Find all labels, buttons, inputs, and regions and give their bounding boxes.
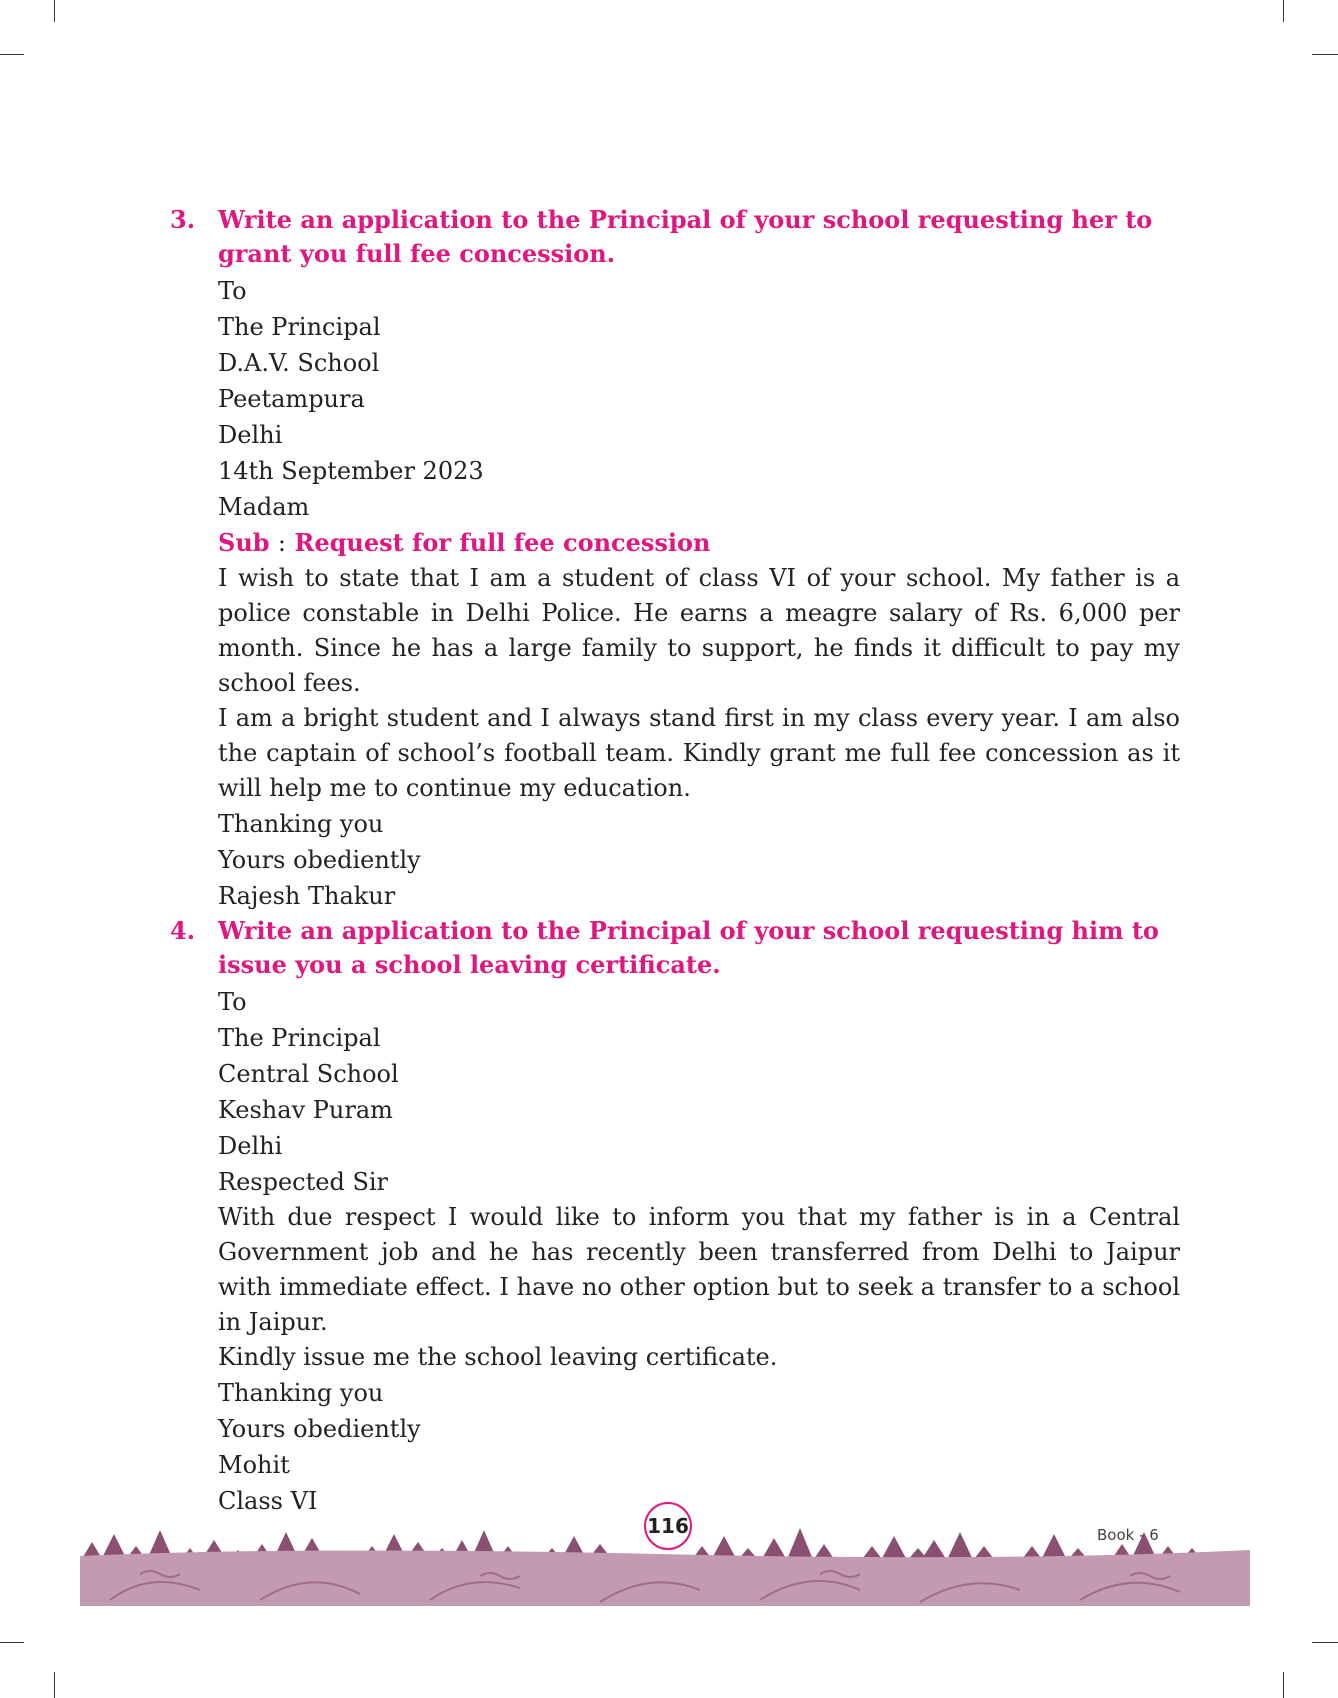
closing-line: Yours obediently [218, 846, 421, 874]
crop-mark [1283, 1672, 1284, 1698]
address-line: The Principal [218, 1024, 381, 1052]
body-paragraph: Kindly issue me the school leaving certificate. [218, 1343, 778, 1371]
question-number: 3. [170, 205, 196, 234]
address-line: To [218, 277, 247, 305]
footer-band [80, 1550, 1250, 1606]
closing-line: Yours obediently [218, 1415, 421, 1443]
crop-mark [1312, 54, 1338, 55]
address-line: Delhi [218, 1132, 283, 1160]
subject-colon: : [277, 529, 287, 557]
body-paragraph: With due respect I would like to inform you that my father is in a Central Government job and he has recently been transferred from Delhi to Jaipur with immediate effect. I have no other option but to seek a transfer to a school in Jaipur. [218, 1203, 1180, 1336]
question-title: Write an application to the Principal of your school requesting her to grant you full fee concession. [218, 205, 1153, 268]
body-paragraph: I am a bright student and I always stand first in my class every year. I am also the captain of school’s football team. Kindly grant me full fee concession as it will help me to continue my education. [218, 704, 1180, 802]
question-4-heading [170, 914, 1180, 982]
crop-mark [0, 54, 24, 55]
subject-label: Sub [218, 528, 270, 557]
subject-text: Request for full fee concession [294, 528, 711, 557]
salutation: Respected Sir [218, 1168, 389, 1196]
crop-mark [54, 1672, 55, 1698]
address-line: Peetampura [218, 385, 365, 413]
address-line: D.A.V. School [218, 349, 380, 377]
subject-line [218, 525, 1180, 561]
signature-class: Class VI [218, 1487, 318, 1515]
page-content [170, 203, 1180, 1519]
address-line: Central School [218, 1060, 399, 1088]
crop-mark [1283, 0, 1284, 22]
address-line: The Principal [218, 313, 381, 341]
closing-line: Thanking you [218, 1379, 384, 1407]
crop-mark [1312, 1642, 1338, 1643]
salutation: Madam [218, 493, 310, 521]
address-line: To [218, 988, 247, 1016]
signature: Rajesh Thakur [218, 882, 396, 910]
address-line: Delhi [218, 421, 283, 449]
question-title: Write an application to the Principal of your school requesting him to issue you a school leaving certificate. [218, 916, 1159, 979]
signature: Mohit [218, 1451, 290, 1479]
crop-mark [54, 0, 55, 22]
book-label: Book - 6 [1097, 1526, 1159, 1544]
body-paragraph: I wish to state that I am a student of class VI of your school. My father is a police constable in Delhi Police. He earns a meagre salary of Rs. 6,000 per month. Since he has a large family to support, he finds it difficult to pay my school fees. [218, 564, 1180, 697]
address-line: Keshav Puram [218, 1096, 393, 1124]
page-number: 116 [644, 1502, 692, 1550]
question-number: 4. [170, 916, 196, 945]
closing-line: Thanking you [218, 810, 384, 838]
question-3-heading [170, 203, 1180, 271]
date-line: 14th September 2023 [218, 457, 484, 485]
crop-mark [0, 1642, 24, 1643]
